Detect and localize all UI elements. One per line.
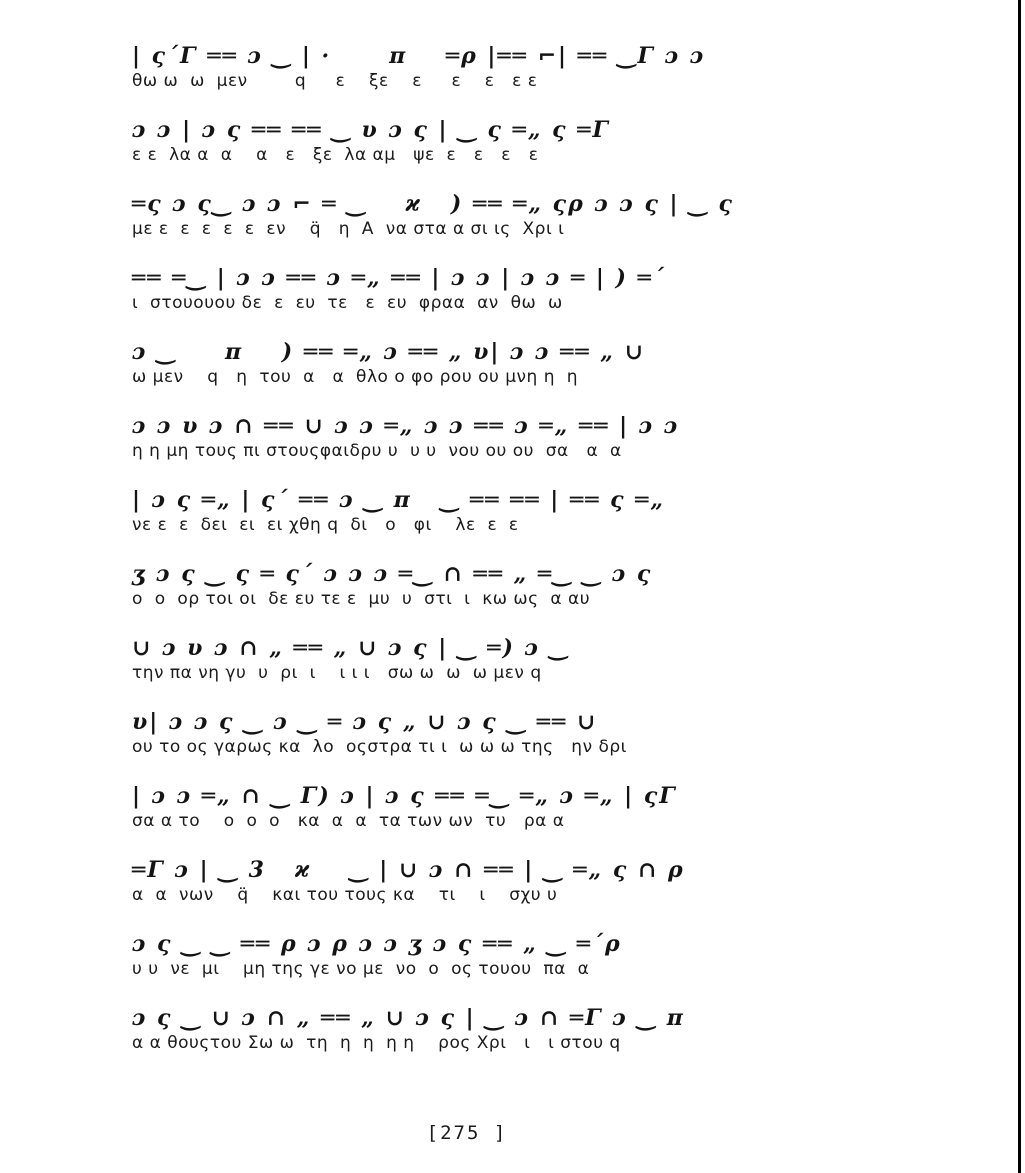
page-edge-rule: [1018, 0, 1021, 1173]
neume-row: | ɔ ς ═„ | ς΄ ══ ɔ ‿ π ‿ ══ ══ | ══ ς ═„: [132, 487, 666, 513]
score-line-1: [132, 18, 802, 92]
neume-row: ═Γ ɔ | ‿ 3 ϰ ‿ | ∪ ɔ ∩ ══ | ‿ ═„ ς ∩ ρ: [132, 857, 685, 883]
neume-row: ══ ═‿ | ɔ ɔ ══ ɔ ═„ ══ | ɔ ɔ | ɔ ɔ ═ | ) ═΄: [132, 265, 666, 291]
lyric-row: σα α το ο ο ο κα α α τα των ων τυ ρα α: [132, 811, 565, 831]
score-line-3: [132, 166, 802, 240]
score-line-14: [132, 980, 802, 1054]
lyric-row: α α θουςτου Σω ω τη η η η η ρος Χρι ι ι στου q: [132, 1033, 621, 1053]
score-line-8: [132, 536, 802, 610]
lyric-row: ου το ος γαρως κα λο οςστρα τι ι ω ω ω της ην δρι: [132, 737, 627, 757]
lyric-row: ε ε λα α α α ε ξε λα αμ ψε ε ε ε ε: [132, 145, 539, 165]
score-line-9: [132, 610, 802, 684]
lyric-row: νε ε ε δει ει ει χθη q δι ο φι λε ε ε: [132, 515, 519, 535]
neume-row: ɔ ς ‿ ‿ ══ ρ ɔ ρ ɔ ɔ ʒ ɔ ς ══ „ ‿ ═΄ρ: [132, 931, 622, 957]
lyric-row: η η μη τους πι στουςφαιδρυ υ υ υ νου ου ου σα α α: [132, 441, 622, 461]
neume-row: ɔ ‿ π ) ══ ═„ ɔ ══ „ υ| ɔ ɔ ══ „ ∪: [132, 339, 645, 365]
score-line-12: [132, 832, 802, 906]
lyric-row: υ υ νε μι μη της γε νο με νο ο ος τουου πα α: [132, 959, 590, 979]
neume-row: | ς΄Γ ══ ɔ ‿ | · π ═ρ |══ ⌐| ══ ‿Γ ɔ ɔ: [132, 43, 706, 69]
lyric-row: με ε ε ε ε ε εν q̈ η Α να στα α σι ις Χρι ι: [132, 219, 565, 239]
neume-row: ɔ ς ‿ ∪ ɔ ∩ „ ══ „ ∪ ɔ ς | ‿ ɔ ∩ ═Γ ɔ ‿ π: [132, 1005, 685, 1031]
neume-row: ʒ ɔ ς ‿ ς ═ ς΄ ɔ ɔ ɔ ═‿ ∩ ══ „ ═‿ ‿ ɔ ς: [132, 561, 653, 587]
score-line-4: [132, 240, 802, 314]
lyric-row: την πα νη γυ υ ρι ι ι ι ι σω ω ω ω μεν q: [132, 663, 542, 683]
neume-row: | ɔ ɔ ═„ ∩ ‿ Γ) ɔ | ɔ ς ══ ═‿ ═„ ɔ ═„ | ςΓ: [132, 783, 677, 809]
lyric-row: ο ο ορ τοι οι δε ευ τε ε μυ υ στι ι κω ως α αυ: [132, 589, 591, 609]
score-line-11: [132, 758, 802, 832]
lyric-row: θω ω ω μεν q ε ξε ε ε ε ε ε: [132, 71, 538, 91]
lyric-row: ι στουουου δε ε ευ τε ε ευ φραα αν θω ω: [132, 293, 563, 313]
neume-row: υ| ɔ ɔ ς ‿ ɔ ‿ ═ ɔ ς „ ∪ ɔ ς ‿ ══ ∪: [132, 709, 598, 735]
lyric-row: ω μεν q η του α α θλο ο φο ρου ου μνη η η: [132, 367, 579, 387]
page-number: [275 ]: [426, 1122, 508, 1144]
neume-row: ═ς ɔ ς‿ ɔ ɔ ⌐ ═ ‿ ϰ ) ══ ═„ ςρ ɔ ɔ ς | ‿ ς: [132, 191, 734, 217]
score: [132, 18, 802, 1054]
score-line-6: [132, 388, 802, 462]
neume-row: ɔ ɔ | ɔ ς ══ ══ ‿ υ ɔ ς | ‿ ς ═„ ς ═Γ: [132, 117, 611, 143]
score-line-13: [132, 906, 802, 980]
score-line-5: [132, 314, 802, 388]
score-line-2: [132, 92, 802, 166]
score-line-10: [132, 684, 802, 758]
score-line-7: [132, 462, 802, 536]
neume-row: ∪ ɔ υ ɔ ∩ „ ══ „ ∪ ɔ ς | ‿ ═) ɔ ‿: [132, 635, 570, 661]
lyric-row: α α νων q̈ και του τους κα τι ι σχυ υ: [132, 885, 558, 905]
neume-row: ɔ ɔ υ ɔ ∩ ══ ∪ ɔ ɔ ═„ ɔ ɔ ══ ɔ ═„ ══ | ɔ ɔ: [132, 413, 680, 439]
